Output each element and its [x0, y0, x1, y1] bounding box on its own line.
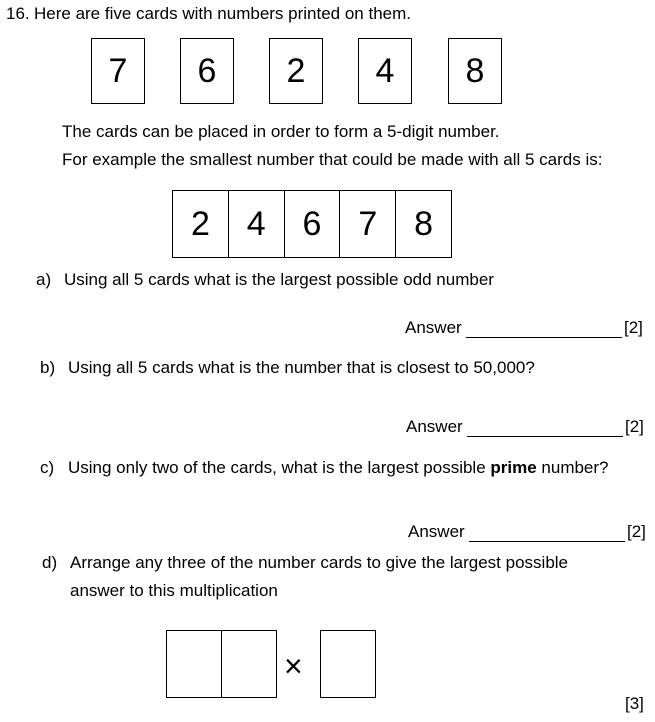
part-b-marks: [2]: [625, 417, 644, 436]
example-digit: 7: [340, 191, 396, 257]
number-card-4: 4: [358, 38, 412, 104]
number-card-5: 8: [448, 38, 502, 104]
multiplication-digit-box-3[interactable]: [320, 630, 376, 698]
part-c-text: [68, 458, 609, 478]
part-a-text: Using all 5 cards what is the largest possible odd number: [64, 270, 494, 289]
example-number-strip: [172, 190, 452, 258]
part-c-answer-label: Answer: [408, 522, 465, 541]
part-d-label: d): [42, 553, 58, 572]
part-a-answer-label: Answer: [405, 318, 462, 337]
part-a-marks: [2]: [624, 318, 643, 337]
example-digit: 8: [414, 204, 434, 243]
explanation-line-1: The cards can be placed in order to form a 5-digit number.: [62, 122, 500, 141]
part-b-text: Using all 5 cards what is the number that is closest to 50,000?: [68, 358, 535, 377]
multiplication-digit-box-1[interactable]: [166, 630, 222, 698]
multiplication-digit-box-2[interactable]: [221, 630, 277, 698]
number-card-3: 2: [269, 38, 323, 104]
part-b-answer-label: Answer: [406, 417, 463, 436]
question-number: 16.: [6, 4, 30, 23]
part-a-label: a): [36, 270, 52, 289]
number-card-2: 6: [180, 38, 234, 104]
part-c-text-bold: prime: [490, 458, 537, 477]
question-intro: Here are five cards with numbers printed on them.: [34, 4, 412, 23]
part-c-text-before: Using only two of the cards, what is the largest possible: [68, 458, 491, 477]
part-d-marks: [3]: [625, 694, 644, 713]
part-a-answer-line[interactable]: [466, 337, 622, 338]
part-c-text-after: number?: [536, 458, 609, 477]
part-c-label: c): [40, 458, 55, 477]
example-digit: 2: [173, 191, 229, 257]
example-digit: 4: [229, 191, 285, 257]
example-digit: 6: [285, 191, 341, 257]
part-b-label: b): [40, 358, 56, 377]
part-c-marks: [2]: [627, 522, 646, 541]
part-b-answer-line[interactable]: [467, 436, 623, 437]
part-d-text-line-2: answer to this multiplication: [70, 581, 278, 600]
multiply-sign: ×: [284, 648, 303, 684]
explanation-line-2: For example the smallest number that could be made with all 5 cards is:: [62, 150, 603, 169]
number-card-1: 7: [91, 38, 145, 104]
part-d-text-line-1: Arrange any three of the number cards to give the largest possible: [70, 553, 569, 572]
part-c-answer-line[interactable]: [469, 541, 625, 542]
